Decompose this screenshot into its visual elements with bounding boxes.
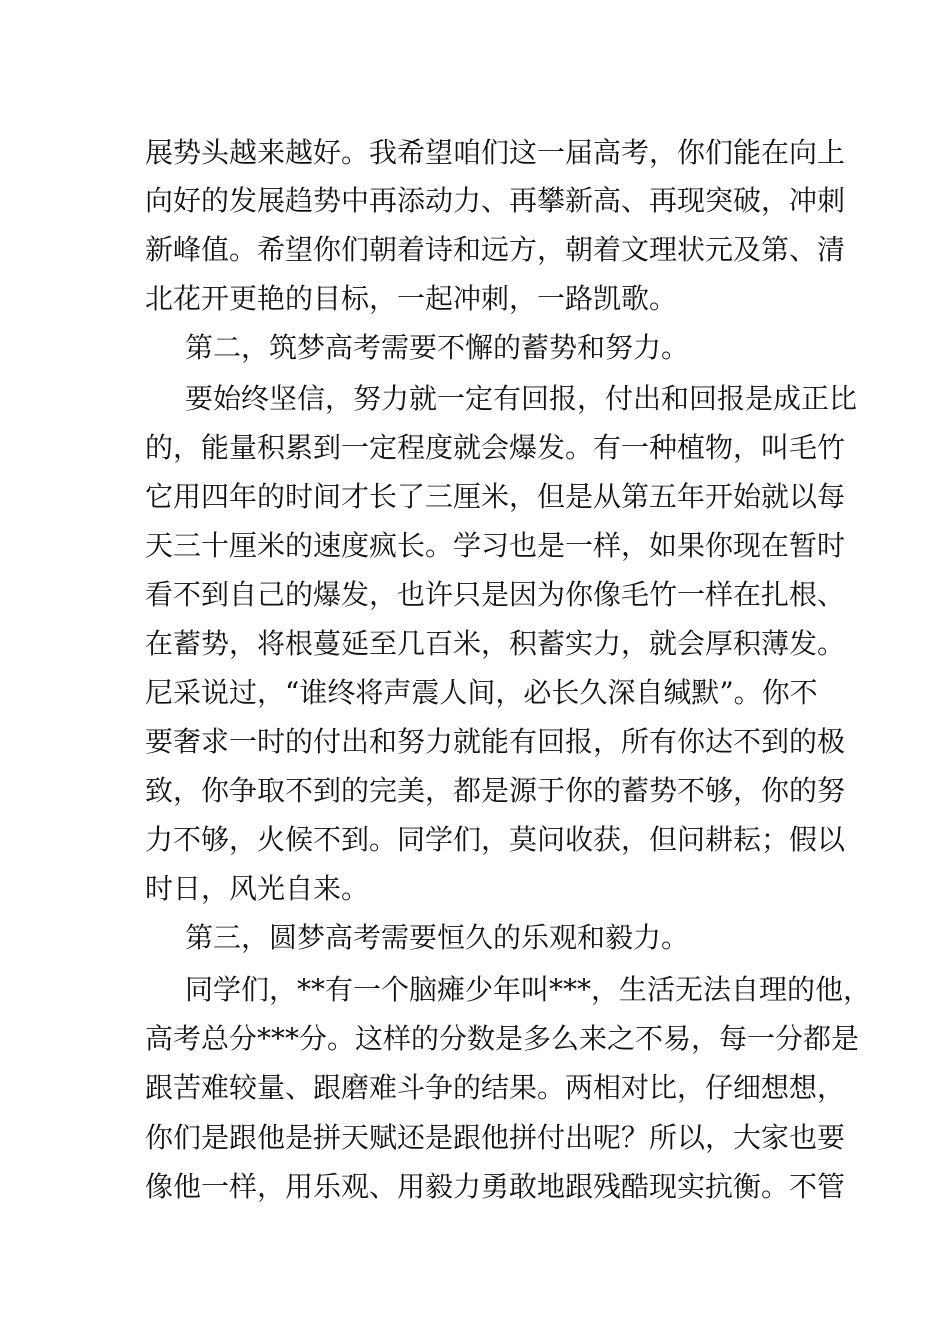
text-line: 要始终坚信，努力就一定有回报，付出和回报是成正比	[185, 382, 858, 415]
text-line: 天三十厘米的速度疯长。学习也是一样，如果你现在暂时	[145, 529, 846, 562]
text-line: 在蓄势，将根蔓延至几百米，积蓄实力，就会厚积薄发。	[145, 627, 846, 660]
text-line: 像他一样，用乐观、用毅力勇敢地跟残酷现实抗衡。不管	[145, 1170, 846, 1203]
text-line: 北花开更艳的目标，一起冲刺，一路凯歌。	[145, 282, 678, 315]
text-line: 的，能量积累到一定程度就会爆发。有一种植物，叫毛竹	[145, 431, 846, 464]
text-line: 它用四年的时间才长了三厘米，但是从第五年开始就以每	[145, 480, 846, 513]
text-line: 你们是跟他是拼天赋还是跟他拼付出呢？所以，大家也要	[145, 1121, 846, 1154]
text-line: 新峰值。希望你们朝着诗和远方，朝着文理状元及第、清	[145, 233, 846, 266]
text-line: 致，你争取不到的完美，都是源于你的蓄势不够，你的努	[145, 774, 846, 807]
text-line: 跟苦难较量、跟磨难斗争的结果。两相对比，仔细想想，	[145, 1071, 846, 1104]
text-line: 力不够，火候不到。同学们，莫问收获，但问耕耘；假以	[145, 823, 846, 856]
text-line: 时日，风光自来。	[145, 872, 370, 905]
section-heading: 第二，筑梦高考需要不懈的蓄势和努力。	[185, 331, 690, 364]
text-line: 高考总分***分。这样的分数是多么来之不易，每一分都是	[145, 1022, 860, 1055]
text-line: 向好的发展趋势中再添动力、再攀新高、再现突破，冲刺	[145, 184, 846, 217]
text-line: 展势头越来越好。我希望咱们这一届高考，你们能在向上	[145, 136, 846, 169]
text-line: 同学们，**有一个脑瘫少年叫***，生活无法自理的他，	[185, 973, 872, 1006]
section-heading: 第三，圆梦高考需要恒久的乐观和毅力。	[185, 921, 690, 954]
text-line: 看不到自己的爆发，也许只是因为你像毛竹一样在扎根、	[145, 578, 846, 611]
text-line: 要奢求一时的付出和努力就能有回报，所有你达不到的极	[145, 725, 846, 758]
text-line: 尼采说过，“谁终将声震人间，必长久深自缄默”。你不	[145, 676, 818, 709]
